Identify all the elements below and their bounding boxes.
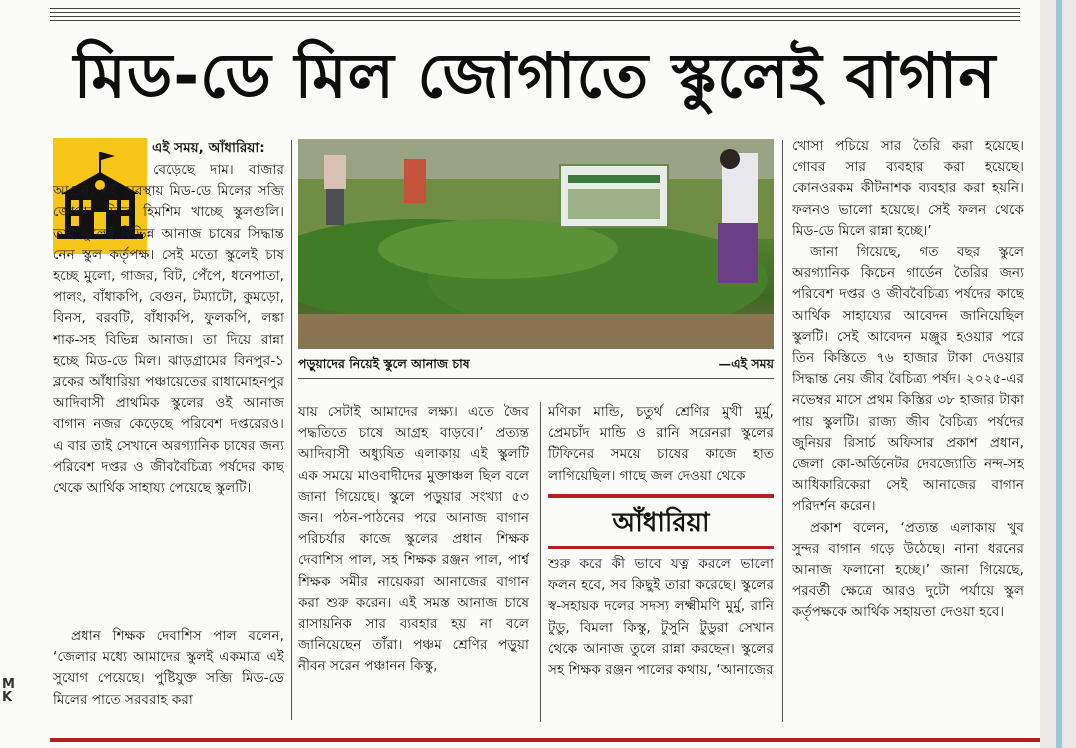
column-divider <box>782 140 783 722</box>
red-separator <box>548 494 774 498</box>
paragraph: জানা গিয়েছে, গত বছর স্কুলে অরগ্যানিক কিচেন গার্ডেন তৈরির জন্য পরিবেশ দপ্তর ও জীববৈচিত্র্য পর্ষদের কাছে আর্থিক সাহায্যের আবেদন জানিয়েছিল স্কুলটি। সেই আবেদন মঞ্জুর হওয়ার পরে তিন কিস্তিতে ৭৬ হাজার টাকা দেওয়ার সিদ্ধান্ত নেয় জীব বৈচিত্র্য পর্ষদ। ২০২৫-এর নভেম্বর মাসে প্রথম কিস্তির ৩৮ হাজার টাকা পায় স্কুলটি। রাজ্য জীব বৈচিত্র্য পর্ষদের জুনিয়র রিসার্চ অফিসার প্রকাশ প্রধান, জেলা কো-অর্ডিনেটর দেবজ্যোতি নন্দ-সহ আধিকারিকেরা সেই আনাজের বাগান পরিদর্শন করেন। <box>792 244 1024 515</box>
column-divider <box>540 402 541 722</box>
logo-letter: K <box>2 690 13 705</box>
subheading: আঁধারিয়া <box>612 508 710 538</box>
bottom-red-rule <box>50 738 1040 742</box>
paragraph: বেড়েছে দাম। বাজার আগুন। এই অবস্থায় মিড-ডে মিলের সব্জি জোগান দিতে হিমশিম খাচ্ছে স্কুলগুলি। তাই স্কুলেই বিভিন্ন আনাজ চাষের সিদ্ধান্ত নেন স্কুল কর্তৃপক্ষ। সেই মতো স্কুলেই চাষ হচ্ছে মুলো, গাজর, বিট, পেঁপে, ধনেপাতা, পালং, বাঁধাকপি, বেগুন, টম্যাটো, কুমড়ো, বিনস, বরবটি, বাঁধাকপি, ফুলকপি, লঙ্কা শাক-সহ বিভিন্ন আনাজ। তা দিয়ে রান্না হচ্ছে মিড-ডে মিল। ঝাড়গ্রামের বিনপুর-১ ব্লকের আঁধারিয়া পঞ্চায়েতের রাধামোহনপুর আদিবাসী প্রাথমিক স্কুলের ওই আনাজ বাগান নজর কেড়েছে পরিবেশ দপ্তরেরও। এ বার তাই সেখানে অরগ্যানিক চাষের জন্য পরিবেশ দপ্তর ও জীববৈচিত্র্য পর্ষদের কাছ থেকে আর্থিক সাহায্য পেয়েছে স্কুলটি। <box>53 162 284 497</box>
column-1-bottom <box>53 626 284 718</box>
headline: মিড-ডে মিল জোগাতে স্কুলেই বাগান <box>73 39 997 112</box>
adjacent-page-edge <box>1056 0 1062 748</box>
top-rule <box>50 16 1020 17</box>
column-2 <box>298 402 529 722</box>
paragraph: শুরু করে কী ভাবে যত্ন করলে ভালো ফলন হবে, সব কিছুই তারা করেছে। স্কুলের স্ব-সহায়ক দলের সদস্য লক্ষ্মীমণি মুর্মু, রানি টুডু, বিমলা কিস্কু, টুসুনি টুডুরা সেখান থেকে আনাজ তুলে রান্না করছেন। স্কুলের সহ শিক্ষক রঞ্জন পালের কথায়, ‘আনাজের <box>548 556 774 679</box>
paragraph: খোসা পচিয়ে সার তৈরি করা হয়েছে। গোবর সার ব্যবহার করা হয়েছে। কোনওরকম কীটনাশক ব্যবহার করা হয়নি। ফলনও ভালো হয়েছে। সেই ফলন থেকে মিড-ডে মিলে রান্না হচ্ছে।’ <box>792 138 1024 239</box>
column-1 <box>53 160 284 590</box>
column-3-top <box>548 402 774 488</box>
paragraph: যায় সেটাই আমাদের লক্ষ্য। এতে জৈব পদ্ধতিতে চাষে আগ্রহ বাড়বে।’ প্রত্যন্ত আদিবাসী অধ্যুষিত এলাকায় এই স্কুলটি এক সময়ে মাওবাদীদের মুক্তাঞ্চল ছিল বলে জানা গিয়েছে। স্কুলে পড়ুয়ার সংখ্যা ৫৩ জন। পঠন-পাঠনের পরে আনাজ বাগান পরিচর্যার কাজে স্কুলের প্রধান শিক্ষক দেবাশিস পাল, সহ শিক্ষক রঞ্জন পাল, পার্শ্ব শিক্ষক সমীর নায়েকরা আনাজের বাগান করা শুরু করেন। এই সমস্ত আনাজ চাষে রাসায়নিক সার ব্যবহার হয় না বলে জানিয়েছেন তাঁরা। পঞ্চম শ্রেণির পড়ুয়া নীবন সরেন পঞ্চানন কিস্কু, <box>298 404 529 675</box>
column-3-bottom <box>548 554 774 722</box>
red-separator <box>548 546 774 549</box>
dateline: এই সময়, আঁধারিয়া: <box>152 140 265 156</box>
caption-text: পড়ুয়াদের নিয়েই স্কুলে আনাজ চাষ <box>298 356 470 371</box>
adjacent-page-strip <box>1040 0 1076 748</box>
column-4 <box>792 136 1024 722</box>
caption-rule <box>298 378 774 379</box>
paragraph: প্রধান শিক্ষক দেবাশিস পাল বলেন, ‘জেলার মধ্যে আমাদের স্কুলই একমাত্র এই সুযোগ পেয়েছে। পুষ্টিযুক্ত সব্জি মিড-ডে মিলের পাতে সরবরাহ করা <box>53 628 284 708</box>
garden-photo <box>298 139 774 349</box>
paragraph: মণিকা মান্ডি, চতুর্থ শ্রেণির মুখী মুর্মু, প্রেমচাঁদ মান্ডি ও রানি সরেনরা স্কুলের টিফিনের সময়ে চাষের কাজে হাত লাগিয়েছিল। গাছে জল দেওয়া থেকে <box>548 404 774 484</box>
column-divider <box>291 140 292 720</box>
column-1-top <box>152 138 284 159</box>
photo-caption <box>298 356 774 374</box>
top-rule <box>50 12 1020 13</box>
top-rule <box>50 8 1020 9</box>
photo-credit: —এই সময় <box>718 356 774 371</box>
paragraph: প্রকাশ বলেন, ‘প্রত্যন্ত এলাকায় খুব সুন্দর বাগান গড়ে উঠেছে। নানা ধরনের আনাজ ফলানো হচ্ছে।’ জানা গিয়েছে, পরবর্তী ক্ষেত্রে আরও দুটো পর্যায়ে স্কুল কর্তৃপক্ষকে আর্থিক সহায়তা দেওয়া হবে। <box>792 519 1024 621</box>
logo-letter: M <box>2 677 15 692</box>
corner-logo <box>2 678 15 704</box>
top-rule <box>50 20 1020 21</box>
